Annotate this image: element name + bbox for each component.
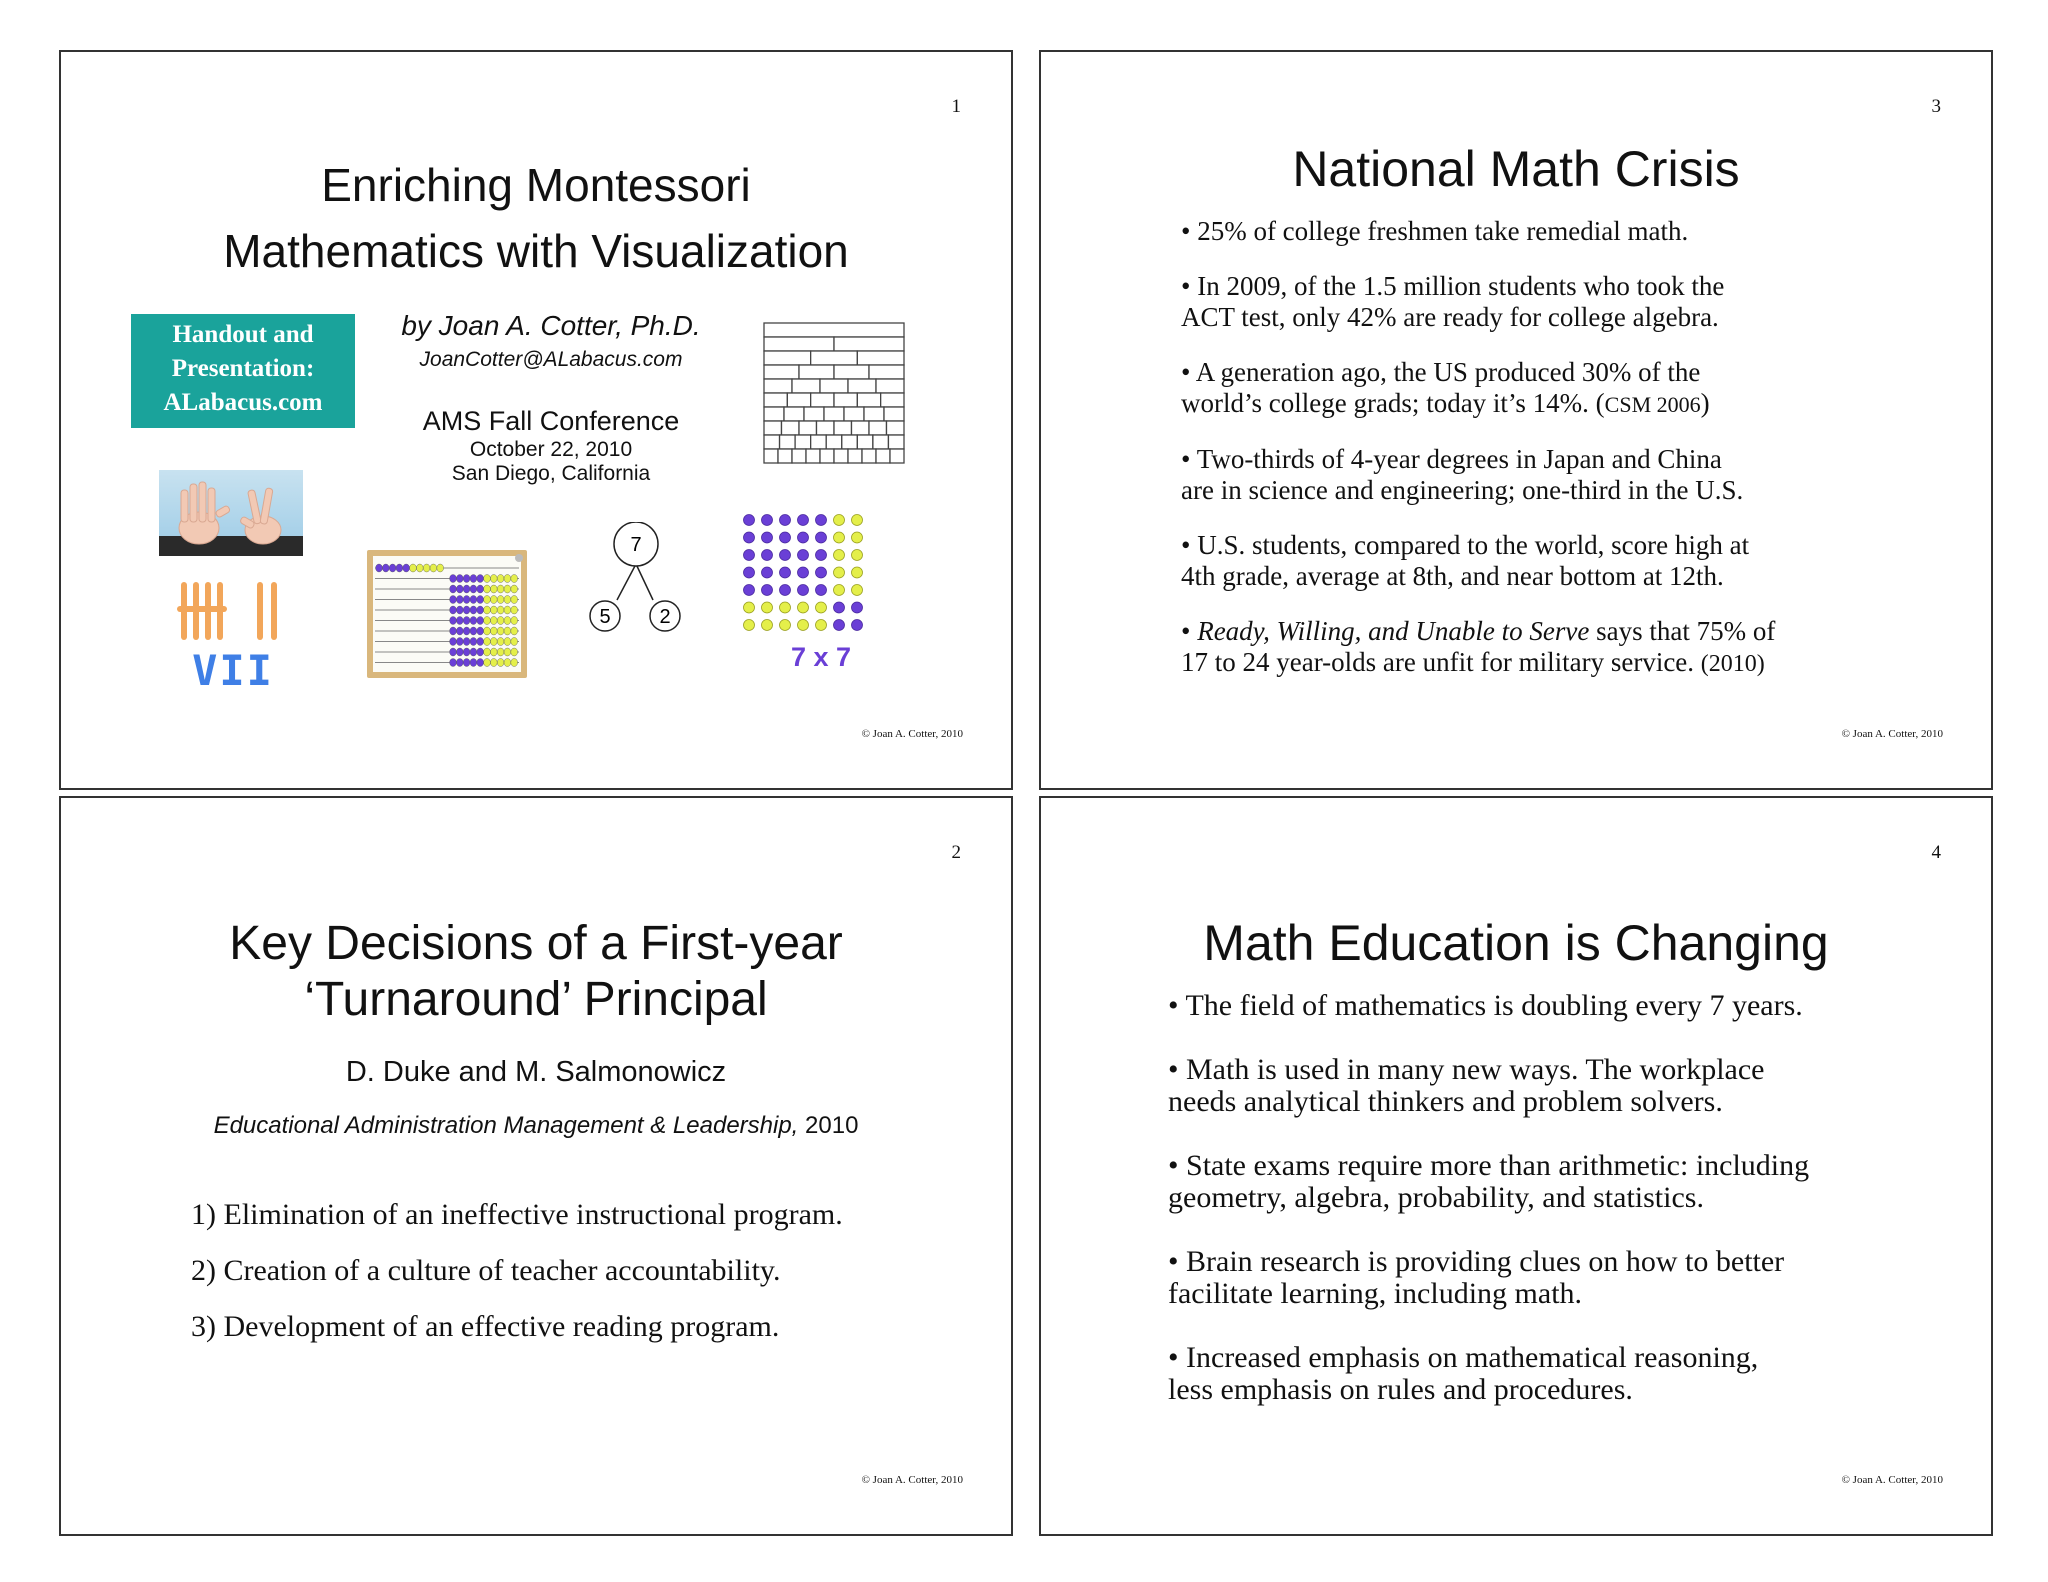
- abacus-bead: [463, 627, 470, 635]
- author: by Joan A. Cotter, Ph.D.: [401, 310, 701, 341]
- fraction-piece: [842, 435, 858, 449]
- fraction-piece: [887, 421, 905, 435]
- bead: [816, 620, 827, 631]
- fraction-piece: [764, 421, 782, 435]
- bead: [798, 620, 809, 631]
- fraction-piece: [764, 435, 780, 449]
- tree-whole: 7: [630, 534, 642, 556]
- bullet-item: [1181, 216, 1951, 247]
- abacus-bead: [511, 596, 518, 604]
- abacus-bead: [470, 606, 477, 614]
- abacus-bead: [504, 648, 511, 656]
- bullet-line: • Brain research is providing clues on how to better: [1168, 1245, 1785, 1278]
- abacus-bead: [504, 585, 511, 593]
- fraction-piece: [834, 337, 904, 351]
- abacus-bead: [484, 575, 491, 583]
- abacus-bead: [497, 648, 504, 656]
- slide-number: 1: [951, 96, 961, 117]
- abacus-bead: [477, 648, 484, 656]
- bead: [798, 515, 809, 526]
- bullet-line: • Math is used in many new ways. The workplace: [1168, 1053, 1765, 1086]
- fraction-piece: [799, 365, 834, 379]
- fraction-piece: [884, 407, 904, 421]
- conference-place: San Diego, California: [451, 462, 651, 485]
- abacus-bead: [511, 617, 518, 625]
- bead: [816, 602, 827, 613]
- abacus-bead: [504, 627, 511, 635]
- abacus-bead: [504, 575, 511, 583]
- bullet-line: • U.S. students, compared to the world, score high at: [1181, 530, 1750, 560]
- abacus-bead: [490, 627, 497, 635]
- abacus-bead: [416, 564, 423, 572]
- abacus-bead: [437, 564, 444, 572]
- abacus-bead: [477, 575, 484, 583]
- abacus-bead: [497, 596, 504, 604]
- abacus-bead: [410, 564, 417, 572]
- bead: [780, 515, 791, 526]
- bead: [744, 585, 755, 596]
- abacus-bead: [470, 617, 477, 625]
- bead: [762, 620, 773, 631]
- bead: [762, 532, 773, 543]
- bullet-line: facilitate learning, including math.: [1168, 1277, 1583, 1310]
- fraction-piece: [811, 435, 827, 449]
- abacus-bead: [470, 585, 477, 593]
- bullet-line: [1181, 647, 1951, 680]
- copyright: © Joan A. Cotter, 2010: [1841, 728, 1943, 740]
- abacus-bead: [463, 659, 470, 667]
- fraction-piece: [848, 379, 876, 393]
- fraction-piece: [857, 351, 904, 365]
- bead: [744, 567, 755, 578]
- abacus-bead: [490, 638, 497, 646]
- fraction-piece: [834, 449, 848, 463]
- slide-1: [59, 50, 1013, 790]
- journal-name: Educational Administration Management & Leadership,: [213, 1112, 799, 1139]
- fraction-piece: [876, 449, 890, 463]
- hands-photo: [159, 470, 303, 556]
- bullet-item: [1181, 616, 1951, 680]
- abacus-bead: [450, 606, 457, 614]
- abacus-bead: [490, 659, 497, 667]
- abacus-bead: [511, 575, 518, 583]
- abacus-bead: [484, 606, 491, 614]
- slide-title: [61, 916, 1011, 1028]
- fraction-piece: [792, 449, 806, 463]
- slide-number: 3: [1931, 96, 1941, 117]
- abacus-bead: [477, 585, 484, 593]
- abacus-bead: [450, 648, 457, 656]
- bead: [798, 602, 809, 613]
- bullet-line: • State exams require more than arithmetic: including: [1168, 1149, 1810, 1182]
- abacus-bead: [450, 638, 457, 646]
- fraction-piece: [848, 449, 862, 463]
- title-line-1: Enriching Montessori: [321, 159, 751, 211]
- bullet-item: [1168, 1150, 1958, 1214]
- abacus-bead: [430, 564, 437, 572]
- bullet-text: world’s college grads; today it’s 14%. (: [1181, 388, 1605, 418]
- fraction-piece: [862, 449, 876, 463]
- abacus-bead: [450, 575, 457, 583]
- abacus-bead: [490, 585, 497, 593]
- list-item: 1) Elimination of an ineffective instructional program.: [191, 1198, 843, 1231]
- citation: (2010): [1700, 651, 1765, 677]
- bead: [744, 602, 755, 613]
- conference-date: October 22, 2010: [469, 438, 633, 461]
- abacus-bead: [504, 659, 511, 667]
- abacus-bead: [450, 627, 457, 635]
- slide-number: 4: [1931, 842, 1941, 863]
- abacus-bead: [396, 564, 403, 572]
- fraction-piece: [795, 435, 811, 449]
- bead: [744, 515, 755, 526]
- bullet-line: 4th grade, average at 8th, and near bottom at 12th.: [1181, 561, 1724, 591]
- abacus-bead: [456, 606, 463, 614]
- abacus-bead: [497, 659, 504, 667]
- fraction-piece: [888, 435, 904, 449]
- fraction-piece: [876, 379, 904, 393]
- fraction-wall: [761, 320, 907, 466]
- fraction-piece: [820, 449, 834, 463]
- bead: [744, 550, 755, 561]
- abacus-bead: [490, 596, 497, 604]
- bullet-line: • In 2009, of the 1.5 million students who took the: [1181, 271, 1725, 301]
- author-email: JoanCotter@ALabacus.com: [419, 348, 683, 371]
- bullet-item: [1181, 530, 1951, 592]
- fraction-piece: [784, 407, 804, 421]
- abacus-bead: [456, 575, 463, 583]
- abacus-bead: [423, 564, 430, 572]
- fraction-piece: [778, 449, 792, 463]
- numbered-list: [191, 1198, 991, 1366]
- fraction-piece: [787, 393, 810, 407]
- abacus-bead: [450, 659, 457, 667]
- title-line-2: ‘Turnaround’ Principal: [304, 973, 768, 1026]
- fraction-piece: [764, 393, 787, 407]
- bead: [762, 567, 773, 578]
- bead: [852, 585, 863, 596]
- abacus-bead: [389, 564, 396, 572]
- fraction-piece: [869, 365, 904, 379]
- bullet-item: [1168, 1246, 1958, 1310]
- bead: [762, 585, 773, 596]
- abacus-bead: [463, 648, 470, 656]
- abacus-bead: [456, 659, 463, 667]
- fraction-piece: [782, 421, 800, 435]
- fraction-piece: [817, 421, 835, 435]
- bead: [852, 620, 863, 631]
- abacus-bead: [511, 627, 518, 635]
- fraction-piece: [834, 421, 852, 435]
- fraction-piece: [820, 379, 848, 393]
- abacus-bead: [456, 648, 463, 656]
- bead: [798, 567, 809, 578]
- grid-label: 7 x 7: [790, 642, 852, 672]
- abacus-bead: [511, 606, 518, 614]
- bullet-text: 17 to 24 year-olds are unfit for military service.: [1181, 647, 1701, 677]
- handout-line-2: Presentation:: [171, 355, 315, 382]
- bullet-item: [1168, 990, 1958, 1022]
- abacus-bead: [511, 648, 518, 656]
- abacus-bead: [470, 638, 477, 646]
- roman-numeral: VII: [192, 646, 274, 695]
- abacus-bead: [463, 585, 470, 593]
- fraction-piece: [857, 435, 873, 449]
- copyright: © Joan A. Cotter, 2010: [861, 1474, 963, 1486]
- abacus-bead: [450, 585, 457, 593]
- bead: [780, 602, 791, 613]
- bead: [816, 567, 827, 578]
- bead: [834, 567, 845, 578]
- fraction-piece: [881, 393, 904, 407]
- fraction-piece: [890, 449, 904, 463]
- abacus-bead: [463, 606, 470, 614]
- journal-citation: [61, 1112, 1011, 1140]
- abacus-bead: [490, 606, 497, 614]
- abacus-bead: [456, 617, 463, 625]
- conference-name: AMS Fall Conference: [422, 406, 680, 436]
- bullet-line: geometry, algebra, probability, and statistics.: [1168, 1181, 1704, 1214]
- abacus-bead: [484, 585, 491, 593]
- fraction-piece: [806, 449, 820, 463]
- abacus-bead: [511, 585, 518, 593]
- fraction-piece: [852, 421, 870, 435]
- fraction-piece: [792, 379, 820, 393]
- handout-line-3: ALabacus.com: [163, 389, 323, 416]
- handout-box: [131, 314, 355, 428]
- abacus-bead: [511, 659, 518, 667]
- bead: [852, 550, 863, 561]
- bead: [798, 585, 809, 596]
- fraction-piece: [811, 393, 834, 407]
- list-item: 2) Creation of a culture of teacher accountability.: [191, 1254, 781, 1287]
- bead: [852, 515, 863, 526]
- tally-sticks: [177, 582, 297, 642]
- fraction-piece: [811, 351, 858, 365]
- slide-title: [61, 152, 1011, 284]
- bead: [852, 602, 863, 613]
- bead: [816, 515, 827, 526]
- abacus-bead: [470, 596, 477, 604]
- bead: [780, 532, 791, 543]
- bullet-text: says that 75% of: [1589, 616, 1776, 646]
- handout-line-1: Handout and: [172, 321, 314, 348]
- bead: [780, 567, 791, 578]
- abacus-bead: [470, 575, 477, 583]
- abacus-bead: [463, 638, 470, 646]
- abacus-bead: [511, 638, 518, 646]
- bead: [834, 602, 845, 613]
- bullet-line: ACT test, only 42% are ready for college algebra.: [1181, 302, 1719, 332]
- fraction-piece: [764, 449, 778, 463]
- abacus-bead: [497, 585, 504, 593]
- bead: [816, 585, 827, 596]
- bullet-line: less emphasis on rules and procedures.: [1168, 1373, 1633, 1406]
- report-title: Ready, Willing, and Unable to Serve: [1197, 616, 1590, 646]
- fraction-piece: [857, 393, 880, 407]
- bullet-item: [1168, 1342, 1958, 1406]
- bullet-text: •: [1181, 616, 1198, 646]
- abacus-bead: [504, 606, 511, 614]
- slide-3: [1039, 50, 1993, 790]
- abacus-bead: [497, 627, 504, 635]
- fraction-piece: [834, 365, 869, 379]
- copyright: © Joan A. Cotter, 2010: [861, 728, 963, 740]
- bullet-list: [1181, 216, 1951, 704]
- journal-year: 2010: [798, 1112, 859, 1139]
- fraction-piece: [764, 337, 834, 351]
- abacus-bead: [463, 575, 470, 583]
- bullet-line: • Increased emphasis on mathematical reasoning,: [1168, 1341, 1759, 1374]
- abacus-bead: [456, 585, 463, 593]
- abacus-bead: [450, 617, 457, 625]
- slide-number: 2: [951, 842, 961, 863]
- bead: [834, 532, 845, 543]
- abacus-bead: [490, 575, 497, 583]
- abacus-bead: [497, 617, 504, 625]
- abacus-bead: [456, 596, 463, 604]
- abacus-bead: [470, 627, 477, 635]
- fraction-piece: [780, 435, 796, 449]
- fraction-piece: [824, 407, 844, 421]
- citation: CSM 2006: [1604, 392, 1701, 417]
- abacus-bead: [463, 596, 470, 604]
- abacus-bead: [477, 617, 484, 625]
- bullet-list: [1168, 990, 1958, 1438]
- slide-2: [59, 796, 1013, 1536]
- abacus: [367, 550, 527, 678]
- abacus-bead: [477, 627, 484, 635]
- bullet-item: [1181, 271, 1951, 333]
- fraction-piece: [873, 435, 889, 449]
- abacus-bead: [470, 648, 477, 656]
- bullet-item: [1181, 357, 1951, 420]
- bullet-line: • A generation ago, the US produced 30% of the: [1181, 357, 1701, 387]
- bead: [834, 585, 845, 596]
- bead: [834, 620, 845, 631]
- list-item: 3) Development of an effective reading program.: [191, 1310, 780, 1343]
- abacus-bead: [477, 659, 484, 667]
- bead: [744, 532, 755, 543]
- abacus-bead: [484, 659, 491, 667]
- bead: [762, 515, 773, 526]
- bullet-line: needs analytical thinkers and problem solvers.: [1168, 1085, 1723, 1118]
- abacus-bead: [484, 617, 491, 625]
- bead-grid-7x7: [739, 512, 879, 642]
- bullet-text: ): [1700, 388, 1710, 418]
- abacus-bead: [403, 564, 410, 572]
- bead: [762, 550, 773, 561]
- fraction-piece: [834, 393, 857, 407]
- bead: [780, 585, 791, 596]
- abacus-bead: [376, 564, 383, 572]
- bullet-item: [1181, 444, 1951, 506]
- bullet-line: [1181, 388, 1951, 420]
- bullet-line: • The field of mathematics is doubling every 7 years.: [1168, 989, 1803, 1022]
- fraction-piece: [844, 407, 864, 421]
- abacus-bead: [484, 648, 491, 656]
- bullet-line: • Two-thirds of 4-year degrees in Japan and China: [1181, 444, 1722, 474]
- fraction-piece: [864, 407, 884, 421]
- abacus-bead: [504, 638, 511, 646]
- fraction-piece: [764, 365, 799, 379]
- slide-4: [1039, 796, 1993, 1536]
- article-authors: D. Duke and M. Salmonowicz: [345, 1056, 727, 1088]
- abacus-bead: [477, 638, 484, 646]
- bullet-line: [1181, 616, 1951, 647]
- abacus-bead: [497, 575, 504, 583]
- fraction-piece: [804, 407, 824, 421]
- abacus-bead: [450, 596, 457, 604]
- slide-title: National Math Crisis: [1292, 141, 1740, 197]
- fraction-piece: [764, 351, 811, 365]
- fraction-piece: [799, 421, 817, 435]
- abacus-bead: [504, 617, 511, 625]
- abacus-bead: [463, 617, 470, 625]
- bead: [852, 567, 863, 578]
- abacus-bead: [497, 606, 504, 614]
- abacus-bead: [490, 617, 497, 625]
- tree-part-right: 2: [659, 606, 671, 628]
- bullet-line: • 25% of college freshmen take remedial math.: [1181, 216, 1689, 246]
- bullet-line: are in science and engineering; one-third in the U.S.: [1181, 475, 1744, 505]
- abacus-bead: [484, 596, 491, 604]
- abacus-bead: [477, 606, 484, 614]
- title-line-1: Key Decisions of a First-year: [229, 917, 843, 970]
- bead: [780, 550, 791, 561]
- bead: [744, 620, 755, 631]
- abacus-bead: [382, 564, 389, 572]
- copyright: © Joan A. Cotter, 2010: [1841, 1474, 1943, 1486]
- tree-part-left: 5: [599, 606, 611, 628]
- bead: [762, 602, 773, 613]
- abacus-bead: [477, 596, 484, 604]
- bead: [780, 620, 791, 631]
- abacus-bead: [497, 638, 504, 646]
- abacus-bead: [470, 659, 477, 667]
- bead: [834, 550, 845, 561]
- hands-illustration: [159, 470, 303, 556]
- bullet-item: [1168, 1054, 1958, 1118]
- slide-title: Math Education is Changing: [1203, 915, 1829, 971]
- abacus-bead: [484, 638, 491, 646]
- bead: [816, 532, 827, 543]
- abacus-bead: [456, 638, 463, 646]
- bead: [834, 515, 845, 526]
- abacus-bead: [504, 596, 511, 604]
- bead: [798, 550, 809, 561]
- abacus-bead: [484, 627, 491, 635]
- title-line-2: Mathematics with Visualization: [223, 225, 849, 277]
- fraction-piece: [764, 379, 792, 393]
- fraction-piece: [826, 435, 842, 449]
- fraction-piece: [869, 421, 887, 435]
- fraction-piece: [764, 323, 904, 337]
- bead: [798, 532, 809, 543]
- bead: [852, 532, 863, 543]
- bead: [816, 550, 827, 561]
- part-whole-tree: [581, 522, 691, 632]
- abacus-bead: [490, 648, 497, 656]
- fraction-piece: [764, 407, 784, 421]
- abacus-bead: [456, 627, 463, 635]
